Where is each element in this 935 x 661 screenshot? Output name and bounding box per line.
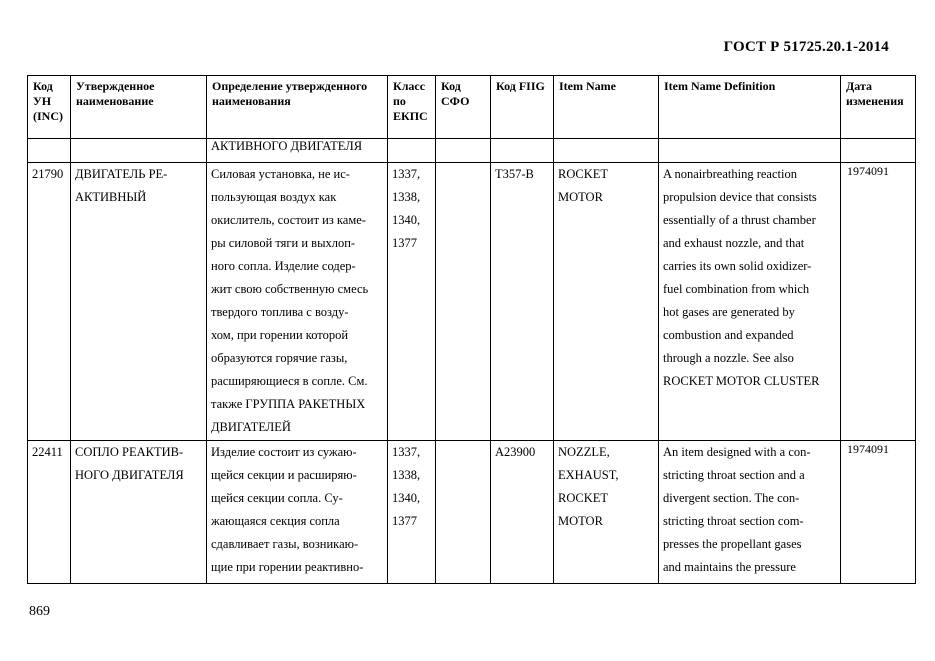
item-definition-line: A nonairbreathing reaction: [663, 167, 797, 181]
sfo-code: [440, 441, 486, 464]
header-class: Класс по ЕКПС: [388, 76, 436, 139]
definition-line: пользующая воздух как: [211, 190, 337, 204]
item-name-line: NOZZLE,: [558, 445, 610, 459]
header-fiig: Код FIIG: [491, 76, 554, 139]
definition-line: окислитель, состоит из каме-: [211, 213, 366, 227]
item-definition-line: and maintains the pressure: [663, 560, 796, 574]
item-definition-line: presses the propellant gases: [663, 537, 802, 551]
definition-line: ры силовой тяги и выхлоп-: [211, 236, 356, 250]
definition-line: сдавливает газы, возникаю-: [211, 537, 359, 551]
class-code: 1338,: [392, 190, 421, 204]
definition-line: образуются горячие газы,: [211, 351, 348, 365]
definition-line: щейся секции и расширяю-: [211, 468, 357, 482]
continuation-definition: АКТИВНОГО ДВИГАТЕЛЯ: [211, 139, 363, 153]
definition-line: жающаяся секция сопла: [211, 514, 340, 528]
item-definition-line: and exhaust nozzle, and that: [663, 236, 805, 250]
item-definition-line: combustion and expanded: [663, 328, 794, 342]
item-name-line: ROCKET: [558, 491, 608, 505]
approved-name-line: АКТИВНЫЙ: [75, 190, 147, 204]
definition-line: жит свою собственную смесь: [211, 282, 369, 296]
class-code: 1338,: [392, 468, 421, 482]
item-definition-line: stricting throat section and a: [663, 468, 805, 482]
header-inc: Код УН (INC): [28, 76, 71, 139]
item-definition-line: fuel combination from which: [663, 282, 810, 296]
fiig-code: A23900: [495, 445, 536, 459]
item-definition-line: An item designed with a con-: [663, 445, 811, 459]
definition-line: также ГРУППА РАКЕТНЫХ: [211, 397, 366, 411]
header-sfo: Код СФО: [436, 76, 491, 139]
header-item-name: Item Name: [554, 76, 659, 139]
header-definition: Определение утвержденного наименования: [207, 76, 388, 139]
change-date: 1974091: [847, 164, 889, 178]
change-date: 1974091: [847, 442, 889, 456]
definition-line: щие при горении реактивно-: [211, 560, 364, 574]
definition-line: щейся секции сопла. Су-: [211, 491, 343, 505]
definition-line: Силовая установка, не ис-: [211, 167, 350, 181]
definition-line: Изделие состоит из сужаю-: [211, 445, 357, 459]
inc-code: 22411: [32, 445, 63, 459]
class-code: 1340,: [392, 213, 421, 227]
item-name-line: MOTOR: [558, 190, 603, 204]
item-definition-line: ROCKET MOTOR CLUSTER: [663, 374, 820, 388]
approved-name-line: НОГО ДВИГАТЕЛЯ: [75, 468, 184, 482]
class-code: 1377: [392, 514, 417, 528]
page-number: 869: [29, 604, 50, 619]
item-definition-line: divergent section. The con-: [663, 491, 800, 505]
approved-name-line: СОПЛО РЕАКТИВ-: [75, 445, 184, 459]
header-approved-name: Утвержденное наименование: [71, 76, 207, 139]
header-item-name-definition: Item Name Definition: [659, 76, 841, 139]
approved-name-line: ДВИГАТЕЛЬ РЕ-: [75, 167, 168, 181]
table-row: [28, 163, 916, 441]
standard-header: ГОСТ Р 51725.20.1-2014: [723, 39, 889, 55]
definition-line: ДВИГАТЕЛЕЙ: [211, 420, 291, 434]
item-name-line: ROCKET: [558, 167, 608, 181]
item-definition-line: through a nozzle. See also: [663, 351, 794, 365]
item-definition-line: hot gases are generated by: [663, 305, 795, 319]
item-definition-line: stricting throat section com-: [663, 514, 804, 528]
table-row: [28, 441, 916, 584]
class-code: 1377: [392, 236, 417, 250]
definition-line: твердого топлива с возду-: [211, 305, 349, 319]
item-name-line: EXHAUST,: [558, 468, 619, 482]
class-code: 1340,: [392, 491, 421, 505]
class-code: 1337,: [392, 167, 421, 181]
item-name-line: MOTOR: [558, 514, 603, 528]
header-date: Дата изменения: [841, 76, 916, 139]
definition-line: расширяющиеся в сопле. См.: [211, 374, 368, 388]
item-definition-line: propulsion device that consists: [663, 190, 817, 204]
class-code: 1337,: [392, 445, 421, 459]
nomenclature-table: [27, 75, 916, 584]
table-header-row: [28, 76, 916, 139]
definition-line: ного сопла. Изделие содер-: [211, 259, 356, 273]
item-definition-line: carries its own solid oxidizer-: [663, 259, 812, 273]
definition-line: хом, при горении которой: [211, 328, 349, 342]
continuation-row: [28, 139, 916, 163]
sfo-code: [440, 163, 486, 186]
item-definition-line: essentially of a thrust chamber: [663, 213, 816, 227]
fiig-code: T357-B: [495, 167, 534, 181]
inc-code: 21790: [32, 167, 64, 181]
